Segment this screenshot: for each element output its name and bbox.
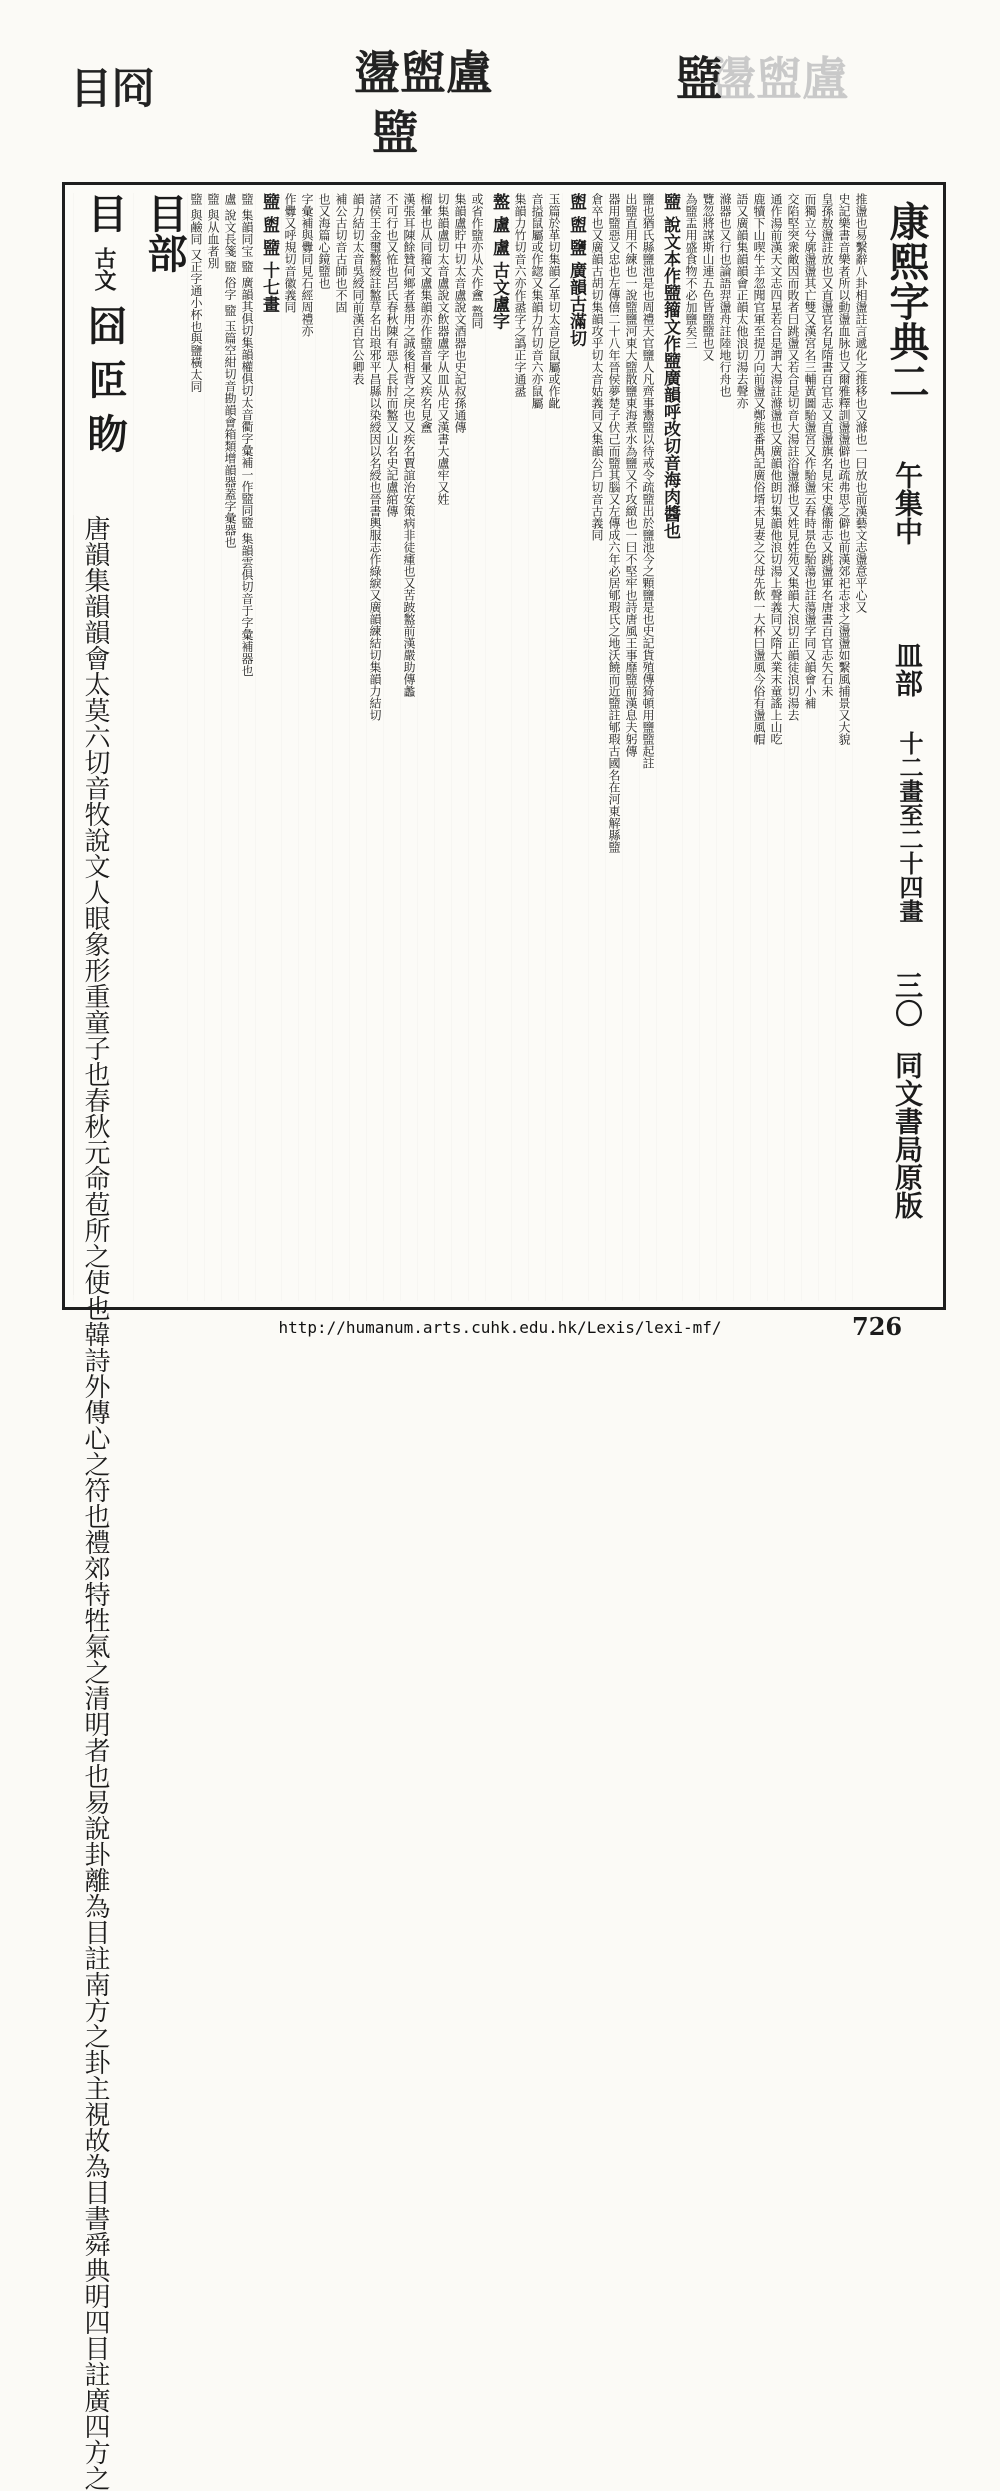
- entry-head-column: 盬 盥 盬 十七畫: [259, 193, 279, 313]
- radical-header: [133, 193, 193, 1301]
- entry-text-column: 集韻盧貯中切太音盧說文酒器也史記叔孫通傳: [453, 193, 467, 433]
- entry-text-column: 倉卒也又廣韻古胡切集韻攻乎切太音姑義同又集韻公戶切音古義同: [590, 193, 604, 541]
- entry-head-column: 盬 說文本作盬籀文作盬廣韻呼改切音海肉醬也: [660, 193, 680, 539]
- volume-number: 二: [883, 361, 930, 401]
- entry-text-column: 盬 集韻同宝 盬 廣韻其俱切集韻權俱切太音衢字彙補一作盬同盬 集韻雲俱切音于字彙補器也: [240, 193, 254, 677]
- stroke-range: 十二畫至二十四畫: [895, 731, 924, 923]
- entry-text-column: 出盬直用不練也一說盬鹽河東大盬散鹽東海煮水為鹽又不攻緻也一曰不堅牢也詩唐風王事靡盬前漢息夫躬傳: [624, 193, 638, 757]
- entry-text-column: 盬 與鹼同 又正字通小杯也與鹽橫太同: [189, 193, 203, 393]
- archaic-label: 古文: [91, 246, 117, 291]
- radical-entry-text: 唐韻集韻韻會太莫六切音牧說文人眼象形重童子也春秋元命苞所之使也韓詩外傳心之符也禮郊特牲氣之清明者也易說卦離為目註南方之卦主視故為目書舜典明四目註廣四方之: [80, 515, 110, 2491]
- entry-text-column: 作釁又呼規切音徽義同: [283, 193, 297, 313]
- radical-label: 皿部: [891, 641, 924, 697]
- entry-head-column: 盥 盥 鹽 廣韻古滿切: [566, 193, 586, 347]
- entry-text-column: 盬 與从血者別: [206, 193, 220, 269]
- entry-text-column: 交陷堅突衆敵因而敗者曰跳盪又若合是切音大湯註浴盪滌也又姓見姓苑又集韻大浪切正韻徒浪切湯去: [786, 193, 800, 721]
- entry-text-column: 滌器也又行也論語羿盪舟註陸地行舟也: [718, 193, 732, 397]
- entry-text-column: 推盪也易繫辭八卦相盪註言遞化之推移也又滌也一曰放也前漢藝文志盪意平心又: [854, 193, 868, 613]
- title-text: 康熙字典: [883, 201, 930, 361]
- entry-text-column: 語又廣韻集韻韻會正韻太他浪切湯去聲亦: [735, 193, 749, 409]
- entry-text-column: 字彙補與釁同見石經周禮亦: [300, 193, 314, 337]
- entry-text-column: 盧 說文長箋 盬 俗字 盬 玉篇空紺切音勘韻會箱類增韻器蓋字彙器也: [223, 193, 237, 549]
- entry-text-column: 音搤鼠屬或作鍃又集韻力竹切音六亦鼠屬: [530, 193, 544, 409]
- entry-text-column: 漢張耳陳餘贊何鄉者慕用之誠後相背之戾也又疾名賈誼治安策病非徒瘇也又苦跛盭前漢嚴助傳蠡: [402, 193, 416, 697]
- entry-text-column: 而獨立兮廓盪盪其亡雙又漢宮名三輔黃圖駘盪宮又作駘盪云春時景色駘蕩也註蕩盪字同又韻會小補: [803, 193, 817, 709]
- text-columns: [189, 193, 869, 1303]
- entry-text-column: 也又海篇心鏡盬也: [317, 193, 331, 289]
- seal-center-bottom: 盬: [372, 106, 418, 160]
- entry-head-column: 盩 盧 盧 古文盧字: [489, 193, 509, 330]
- entry-text-column: 玉篇於革切集韻乙革切太音戹鼠屬或作齔: [547, 193, 561, 409]
- entry-text-column: 為盬盂用盛食物不必加鹽矣三: [684, 193, 698, 349]
- source-link[interactable]: http://humanum.arts.cuhk.edu.hk/Lexis/lexi-mf/: [278, 1318, 722, 1337]
- seal-right-bold: 盬: [676, 52, 722, 106]
- entry-text-column: 覽忽將謀斯山連五色皆盬盬也又: [701, 193, 715, 361]
- entry-text-column: 皇孫敖盪註放也又直盪官名見隋書百官志又直盪旗名見宋史儀衞志又跳盪軍名唐書百官志矢石未: [820, 193, 834, 697]
- entry-text-column: 鹽也猶氏縣鹽池是也周禮天官鹽人凡齊事鬻盬以待戒令疏盬出於鹽池今之顆鹽是也史記貨殖傳猗頓用鹽盬起註: [641, 193, 655, 769]
- folio-number: 三〇: [891, 971, 924, 1027]
- radical-glyph: 目: [81, 193, 128, 233]
- entry-text-column: 諸侯王金璽盭綬註盭草名出琅邪平昌縣以染綬因以名綬也晉書輿服志作綠綟又廣韻練結切集韻力結切: [368, 193, 382, 721]
- entry-text-column: 通作湯前漢天文志四星若合是謂大湯註滌盪也又廣韻他朗切集韻他浪切湯上聲義同又隋大業末童謠上山吃: [769, 193, 783, 745]
- entry-text-column: 集韻力竹切音六亦作盝字之譌正字通盝: [513, 193, 527, 397]
- source-url: [0, 1318, 1000, 1337]
- page-number: 726: [852, 1312, 903, 1341]
- seal-center-top: 盪盥盧: [354, 46, 492, 100]
- seal-glyph-strip: [0, 40, 1000, 185]
- entry-text-column: 韻力結切太音吳綬同前漢百官公卿表: [351, 193, 365, 385]
- seal-left-glyphs: 目冏: [70, 64, 155, 113]
- entry-text-column: 鹿犢下山喫牛羊忽聞官軍至提刀向前盪又鄭熊番禺記廣俗壻未見妻之父母先飲一大杯曰盪風今俗有盪風帽: [752, 193, 766, 745]
- edition-label: 同文書局原版: [891, 1051, 924, 1219]
- page-header-column: [875, 191, 939, 1303]
- entry-text-column: 或省作盬亦从犬作盦 盩同: [470, 193, 484, 329]
- archaic-forms: 囧 𦣝 䀛: [81, 304, 128, 453]
- collection-label: 午集中: [891, 461, 924, 545]
- entry-text-column: 不可行也又恠也呂氏春秋陳有惡人長肘而盭又山名史記盧綰傳: [385, 193, 399, 517]
- radical-section-label: 目部: [141, 193, 188, 273]
- entry-text-column: 榴暈也从同籀文盧集韻亦作盬音暈又疾名見盦: [419, 193, 433, 433]
- dictionary-title: [883, 201, 935, 401]
- seal-right-faint: 盪盥盧: [710, 52, 848, 106]
- entry-text-column: 器用盬惡又忠也左傳僖二十八年晉侯夢楚子伏己而盬其腦又左傳成六年必居郇瑕氏之地沃饒而近盬註郇瑕古國名在河東解縣盬: [607, 193, 621, 853]
- entry-text-column: 補公古切音古師也不固: [334, 193, 348, 313]
- entry-text-column: 史記樂書音樂者所以動盪血脉也又爾雅釋訓盪盪僻也疏弗思之僻也前漢郊祀志求之盪盪如繫風捕景又大貌: [837, 193, 851, 745]
- entry-text-column: 切集韻盧切太音盧說文飲器盧字从皿从虍又漢書大盧牢又姓: [436, 193, 450, 505]
